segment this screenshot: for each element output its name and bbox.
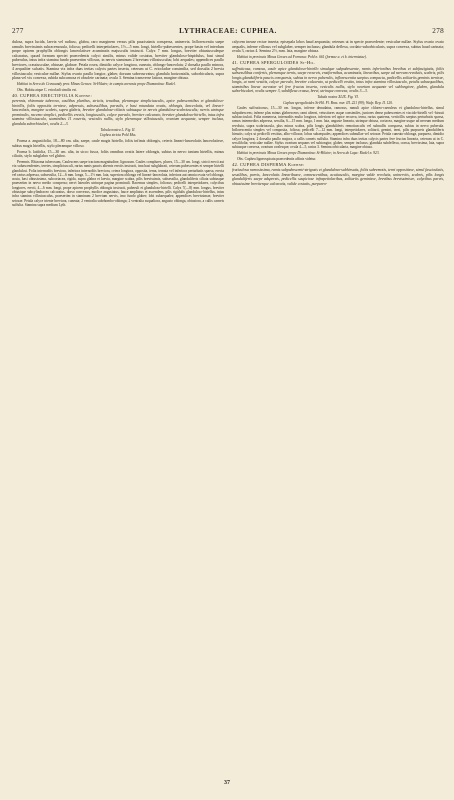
page-number-right: 278 (432, 27, 444, 35)
page-number-left: 277 (12, 27, 24, 35)
form-b: Forma b. latifolia, 15—30 cm. alta, in sicco fusca, foliis omnibus ovatis latere oblongis, subtus in nervo tantum hirtellis, minus ciliatis, stylo subglabro vel glabro. (12, 149, 224, 159)
description: Caules suffruticosus, 15—30 cm. longus, inferne denudatus, ramosus, ramuli apice chloreo-caeruleus et glanduloso-hirtellus, simul subpubescens; inferne plus minus glabrescens; rami alterni, vetustiores usque consimiles, juniores dense pubescentes et viscido-hirtelli vel -hirsuti subfasciculati. Folia numerosa, internodiis multo longiora, inferiora vel apice recurva, terna, rarius quaterna, verticillis saepius perturbatis sparsa, ramos intermedios adpressa, sessilia, 6—15 mm. longa, 1 mm. lata, anguste linearia, utrinque obtusa, coriacea, margine usque ad nervum medium revoluta, supra scabriuscula, plus minus scabra, pilis longis glanduliferis remotiusculis vel subnullis consparsa, subtus in nervo puberula. Inflorescentia simplex vel composita, foliosa; pedicelli 7—12 mm. longi, interpetiolares, solitarii, gemini, terni, pilis purpureis glanduliferis hirsutis; calyx ut pedicelli vestitus, albo-villosus; lobus subaequales; appendices subnullae vel setosae. Petala cuneato-oblonga, purpurea, dimidio calyce longiora; 2 dorsalia paullo majora, a callis carneis suffulta. Stamina infra duas tertias calycis partes fere fructus linearia, ceterum ut in C. sessilifolia; vesiculae nullae. Stylus ovarium aequans vel subtongior, glaber, semper inclusus; glandula subdeflexa, crassa, brevissima, lata, supra subtusque convexa, ovarium ovalesque; ovula 4—5, rarius 3. Semina orbicularia, margine obtusa. (232, 106, 444, 150)
synonym: Cuphea stricta Pohl Mss. (99, 133, 137, 138)
species-diagnosis: fruticulosa ramosissima, ramis subpubescenti-strigosis et glanduloso-subhirsutis, foliis subremotis, terni oppositisve, simul fasciculatis, sessilibus, parvis, lanceolatis linearibusve, connescentibus, acutiusculis, margine valde revolutis, uninerviis, scabris, pilis longis glanduliferis saepe adspersis, pedicellis suspiciose infrapetiolaribus, solitariis geminisve, brevibus brevissimisve, calycibus parvis, obtusissime breviterque calcaratis, valide costatis, purpureo- (232, 168, 444, 186)
plate-reference: Tabula nostra L. Fig. II. (100, 127, 136, 132)
text-columns (12, 40, 444, 209)
species-number: 42. (232, 161, 239, 167)
species-name: CUPHEA SPERGULOIDES St-Hil. (239, 60, 316, 66)
synonym: Cuphea spergulioides St-Hil. Fl. Bras. mer. III. 221 (99); Walp. Rep. II. 120. (283, 100, 393, 105)
species-heading-41 (232, 61, 444, 66)
species-diagnosis: suffruticosa, ramosa, caule apice glanduloso-hirtello simulque subpubescente, ramis inferioribus brevibus et subfastigiatis, foliis subsessilibus confertis, plerumque ternis, saepe recurvis, ensiformibus, acuminatis, linearibus, saepe ad nervum revolutis, scabris, pilis longis glanduliferis paucis consparsis, subtus in nervo puberulis, inflorescentia saepius compacta, pedicellis solitariis geminis ternisve, longis, ut rami vestitis, calyce parvulo, breviter calcarato, ut pedicelli vestito, intus infra stamina villosiusculo, petalis subaequalibus, staminibus lineae curvatae vel fere fructus inserta, vesiculis nullis, stylo ovarium aequante vel sublongiore, glabro, glandula suborbiculari, ovulis semper 3, subdiflexa crassa, brevi, utrinque convexa, ovulis 3—3. (232, 66, 444, 94)
species-number: 40. (12, 92, 19, 98)
species-number: 41. (232, 60, 239, 66)
obs-note: Obs. Habitu atque C. eriocladi similis est. (17, 87, 77, 92)
description: Perennis. Rhizoma tuberosum, Caulescens saepe tractum magnitudine, lignosum. Caules complures, plures, 15—30 cm. longi, stricti erecti aut vix subascendentes, teretes, simpliciusculi, rarius ramis paucis alternis erectis instructi, ima basi subglabrati, ceterum pubescentes et semper hirtelli glandulosi. Folia internodiis breviora, inferiora internodiis breviora, cetera longiora, opposita, terna, ternata vel inferiora perturbatis sparsa, erecta vel rarius adpressa, subsessilia, 12—6 mm. longa, 5—1½ mm. lata, superiora oblonga vel lineari-lanceolata, inferiora aut omnia ovata vel oblonga, acuta, basi obtusissima, subcoriacea, rigida, supra glabra et laevia, margine scabra, pilis brevissimis, subsessilia, glanduliferis ciliata subtusque praesertim in nervo medio conspersa; nervi laterales utrinque pagina prominuli. Racemus simplex, foliosus; pedicelli interpetiolares, calycibus longiores, erecti, 4—6 mm. longi, prope apicem prophyllis oblongis instructi, puberuli et glanduloso-hirtelli. Calyx 7(—8) mm. longus, breviter obtusique subcylindraceo calcaratus, dorso convexus, modice angustatus, fauce ampliatus et ascendens, pilis rigidulis glanduloso-hirtellus, intus infra stamina villosiusculus, praesertim in staminum 2 brevium nervis, imo fundo glaber; lobi subaequales; appendices brevissimae, breviter setosae. Petala calyce triente breviora, cuneata; 2 ventralia subrhombo-oblonga; 2 ventralia suqualiora, angusto oblonga, obtusiora, a callis carneis suffulta. Stamina supra medium Lyth. (12, 159, 224, 207)
species-name: CUPHEA DISPERMA Koehne: (239, 161, 305, 167)
paragraph: calycem ineuse rectae inserta; episepala lobos haud aequantia; ceterum ut in specie praecedente; vesiculae nullae. Stylus ovario ovato aequalis, inferne villosus vel subglaber, semper inclusus; glandula deflexa, cordato-suborbicularis, supra convexa, subtus haud carinata; ovula 3, rarius 4. Semina 2½, mm. lata, margine obtusa. (232, 40, 444, 53)
plate-reference: Tabula nostra XLIX. Fig. VI. (317, 95, 359, 100)
habitat-note: Habitat in provincia Minas Geraes prope Diamantina: St-Hilaire; in Serra do Lapa: Riedel n. 923. (237, 150, 380, 155)
species-heading-40 (12, 94, 224, 99)
habitat-note: Habitat in provincia Minas Geraes ad Formosa: Pohl n. 661 (formae a. et b. intermixtae). (237, 54, 367, 59)
left-column (12, 40, 224, 209)
obs-note: Obs. Cuphea ligneospicata praecedentis affinis videtur. (237, 156, 317, 161)
paragraph: dulosa, supra lucida, laevia vel rudiusc, glabra, raro marginem versus pilis paucissimis conspersa, uninervia. Inflorescentia saepe ramulis brevissimis subracemosula, foliosa; pedicelli interpetiolares, 1½—5 mm. longi, hirtello-pubescentes, prope basin vel interdum prope apicem prophyllis oblongis lanceolatisve acuminatis majusculis instructi. Calyx 7 mm. longus, breviter obtusiusculeque calcaratus, quoad formam speciei praecedentis calyci similis, minus valide costatus, breviter glanduloso-hispidulus, basi simul puberulus, intus infra stamina fundo praesertim villosus, in nervis staminum 2 brevium villosiusculus; lobi aequales; appendices paullo breviores, crassiusculae, obtusae, glabrae. Petala rosea, dimidio calyce longiora, cuneata, oblongo-lanceolata; 2 dorsalia paullo minora, 4 aequaliter sulcatis. Stamina vix infra duas tertias calycis partes inserta, ceterum ut C. eriocladae consimilia, sed dorsalia 2 brevia villosiuscula; vesiculae nullae. Stylus ovario paullo longior, glaber, dorsum subrecurvatus; glandula horizontalis, suborbicularis, supra plana vel vix convexa, rubida subcarnosa et obsolete carinata; ovula 3. Semina transverse latiora, margine obtusa. (12, 40, 224, 80)
species-diagnosis: perennis, rhizomate tuberoso, caulibus pluribus, strictis, tenuibus, pleramque simpliciusculis, apice pubescentibus et glanduloso-hirtellis, foliis oppositis ternisve, adpressis, subsessilibus, parvulis, e basi rotundata ovatis, oblongis, lanceolatis, vel lineari-lanceolatis, margine scabris, supra glabris, breviter glandulose-ciliatis subtusque in nervis glandulose-scabriusculis; nervis utrinque prominulis, racemo simplici, pedicellis erectis, longiusculis, calyce parvulo, breviter calcarato, breviter glanduloso-hirtello, intus infra stamina villosiusculo, staminibus 11 exsertis, vesiculis nullis, stylo pleramque villosiusculo, ovarium aequante, semper inclusa, glandula suborbiculari, ovulis 2—3. (12, 99, 224, 126)
form-a: Forma a. angustifolia, 18—80 cm. alta, saepe, caule magis hirtello, foliis infimis oblongis, ceteris lineari-lanceolatis lanceolatisve, subtus magis hirtellis, stylo pleramque villoso. (12, 139, 224, 148)
running-title: LYTHRACEAE: CUPHEA. (179, 27, 277, 35)
species-heading-42 (232, 163, 444, 168)
habitat-note: Habitat in Serra do Cravuandy prov. Minas Geraes: St-Hilaire; in campis arenosis prope Diamantina: Riedel. (17, 81, 176, 86)
sheet-number: 37 (224, 780, 230, 786)
species-name: CUPHEA ERECTIFOLIA Koehne: (19, 92, 93, 98)
right-column (232, 40, 444, 209)
running-header (12, 27, 444, 35)
